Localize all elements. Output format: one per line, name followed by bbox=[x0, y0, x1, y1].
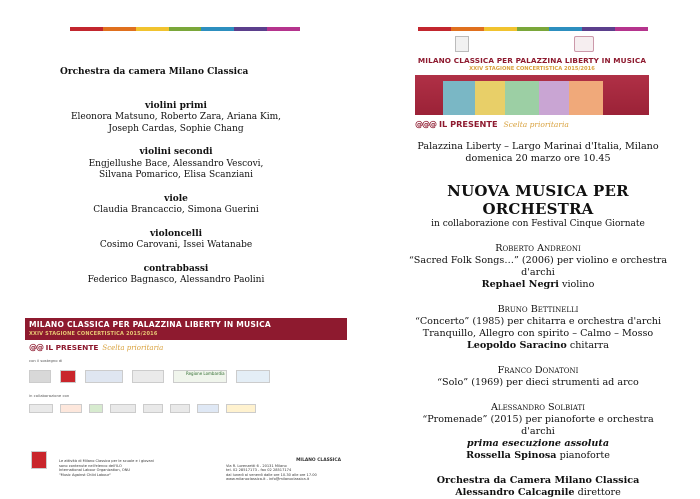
stripe-segment bbox=[201, 27, 234, 31]
collab-label: in collaborazione con bbox=[29, 393, 70, 398]
venue: Palazzina Liberty – Largo Marinai d'Italia, Milano bbox=[417, 141, 659, 152]
premiere-note: prima esecuzione assoluta bbox=[466, 438, 610, 449]
address-line: dal lunedì al venerdì dalle ore 10.30 alle ore 17.00 bbox=[226, 472, 317, 477]
flyer-footnote bbox=[59, 459, 174, 477]
section-viole bbox=[60, 194, 292, 217]
section-names: Eleonora Matsuno, Roberto Zara, Ariana Kim, bbox=[70, 112, 282, 122]
conductor-line bbox=[408, 487, 668, 499]
ensemble: Orchestra da Camera Milano Classica bbox=[436, 475, 640, 486]
sponsor-logo bbox=[132, 370, 164, 383]
work-line: “Promenade” (2015) per pianoforte e orchestra d'archi bbox=[422, 414, 654, 437]
section-role: contrabbassi bbox=[143, 263, 209, 274]
presente-banner bbox=[415, 119, 649, 129]
instrument: pianoforte bbox=[559, 450, 610, 461]
performer: Rossella Spinosa bbox=[466, 450, 557, 461]
section-names: Claudia Brancaccio, Simona Guerini bbox=[93, 205, 259, 215]
sponsor-logos-row-1 bbox=[29, 370, 270, 383]
address-line: Via R. Lorenzetti 6 - 20131 Milano bbox=[226, 463, 287, 468]
sponsor-logo bbox=[29, 370, 51, 383]
stripe-segment bbox=[70, 27, 103, 31]
work-line: “Sacred Folk Songs…” (2006) per violino e orchestra d'archi bbox=[408, 255, 668, 278]
partner-logo bbox=[143, 404, 163, 413]
composer: Bruno Bettinelli bbox=[497, 304, 579, 315]
work-donatoni bbox=[408, 365, 668, 389]
section-names: Cosimo Carovani, Issei Watanabe bbox=[99, 240, 253, 250]
work-solbiati bbox=[408, 402, 668, 462]
section-violini-secondi bbox=[60, 147, 292, 182]
spiral-icon: @@ bbox=[29, 343, 43, 352]
work-andreoni bbox=[408, 243, 668, 291]
region-name: Regione Lombardia bbox=[186, 371, 225, 376]
stripe-segment bbox=[136, 27, 169, 31]
partner-logo bbox=[197, 404, 219, 413]
section-names: Silvana Pomarico, Elisa Scanziani bbox=[99, 170, 253, 180]
work-line: Tranquillo, Allegro con spirito – Calmo – Mosso bbox=[422, 328, 654, 339]
header-title: MILANO CLASSICA PER PALAZZINA LIBERTY IN MUSICA bbox=[417, 56, 647, 65]
stripe-segment bbox=[234, 27, 267, 31]
orchestra-roster bbox=[60, 67, 292, 299]
top-color-stripe bbox=[70, 27, 300, 31]
section-role: violoncelli bbox=[149, 228, 203, 239]
left-page bbox=[0, 0, 350, 495]
orchestra-name: Orchestra da camera Milano Classica bbox=[60, 67, 249, 77]
stripe-segment bbox=[103, 27, 136, 31]
presente-subtitle: Scelta prioritaria bbox=[102, 344, 164, 352]
work-line: “Solo” (1969) per dieci strumenti ad arco bbox=[437, 377, 639, 388]
performer: Leopoldo Saracino bbox=[467, 340, 567, 351]
section-role: violini secondi bbox=[139, 147, 213, 157]
partner-logos-row bbox=[29, 404, 256, 413]
footnote-line: International Labour Organization, ONU bbox=[59, 468, 131, 473]
section-violoncelli bbox=[60, 229, 292, 252]
palazzina-photo bbox=[415, 75, 649, 115]
partner-logo bbox=[110, 404, 136, 413]
performer-line bbox=[408, 450, 668, 462]
address-line: tel. 02 28517173 - fax 02 28517174 bbox=[226, 468, 292, 473]
work-line: “Concerto” (1985) per chitarra e orchestra d'archi bbox=[414, 316, 662, 327]
composer: Franco Donatoni bbox=[497, 365, 579, 376]
performer: Rephael Negri bbox=[481, 279, 559, 290]
stripe-segment bbox=[169, 27, 202, 31]
work-bettinelli bbox=[408, 304, 668, 352]
flyer-banner bbox=[25, 318, 347, 340]
section-role: violini primi bbox=[145, 100, 207, 111]
presente-subtitle: Scelta prioritaria bbox=[503, 119, 569, 129]
flyer-season: XXIV STAGIONE CONCERTISTICA 2015/2016 bbox=[29, 331, 158, 337]
header-season: XXIV STAGIONE CONCERTISTICA 2015/2016 bbox=[469, 66, 595, 72]
conductor-role: direttore bbox=[577, 487, 621, 498]
section-violini-primi bbox=[60, 101, 292, 136]
section-names: Engjellushe Bace, Alessandro Vescovi, bbox=[88, 158, 264, 169]
facade-panel bbox=[443, 81, 475, 115]
program-header bbox=[415, 30, 649, 129]
flyer-presente bbox=[29, 343, 163, 352]
program-text bbox=[408, 141, 668, 499]
date: domenica 20 marzo ore 10.45 bbox=[465, 153, 611, 164]
footnote-line: "Music Against Child Labour" bbox=[59, 472, 111, 477]
instrument: violino bbox=[562, 279, 595, 290]
flyer-address bbox=[226, 459, 341, 482]
address-line: www.milanoclassica.it - info@milanoclassica.it bbox=[226, 477, 310, 482]
partner-logo bbox=[60, 404, 82, 413]
section-role: viole bbox=[164, 193, 188, 204]
performer-line bbox=[408, 340, 668, 352]
season-flyer bbox=[25, 318, 347, 483]
section-contrabbassi bbox=[60, 264, 292, 287]
org-name: MILANO CLASSICA bbox=[296, 458, 341, 463]
composer: Alessandro Solbiati bbox=[491, 402, 585, 413]
footnote-line: sono contenute nell'elenco dell'ILO bbox=[59, 463, 122, 468]
footnote-line: Le attività di Milano Classica per le scuole e i giovani bbox=[59, 459, 155, 463]
partner-logo bbox=[89, 404, 103, 413]
spiral-icon: @@@ bbox=[415, 119, 436, 129]
flyer-banner-title: MILANO CLASSICA PER PALAZZINA LIBERTY IN MUSICA bbox=[29, 320, 271, 329]
sponsor-logo bbox=[236, 370, 270, 383]
composer: Roberto Andreoni bbox=[495, 243, 581, 254]
sponsor-logo bbox=[85, 370, 123, 383]
presente-label: IL PRESENTE bbox=[439, 119, 498, 129]
comune-milano-logo bbox=[455, 36, 469, 52]
region-logo bbox=[173, 370, 227, 383]
header-logos bbox=[415, 30, 649, 56]
conductor: Alessandro Calcagnile bbox=[455, 487, 575, 498]
ilo-logo bbox=[31, 451, 47, 469]
partner-logo bbox=[29, 404, 53, 413]
ensemble-credits bbox=[408, 475, 668, 499]
facade-panel bbox=[539, 81, 569, 115]
support-label: con il sostegno di bbox=[29, 358, 63, 363]
instrument: chitarra bbox=[569, 340, 609, 351]
collaboration: in collaborazione con Festival Cinque Giornate bbox=[431, 219, 645, 229]
section-names: Joseph Cardas, Sophie Chang bbox=[108, 123, 244, 134]
performer-line bbox=[408, 279, 668, 291]
facade-panel bbox=[569, 81, 603, 115]
partner-logo bbox=[226, 404, 256, 413]
concert-title: NUOVA MUSICA PER ORCHESTRA bbox=[447, 182, 629, 218]
sponsor-logo bbox=[60, 370, 76, 383]
facade-panel bbox=[475, 81, 505, 115]
presente-label: IL PRESENTE bbox=[45, 343, 99, 352]
section-names: Federico Bagnasco, Alessandro Paolini bbox=[87, 275, 265, 285]
facade-panel bbox=[505, 81, 539, 115]
milano-classica-logo bbox=[574, 36, 594, 52]
partner-logo bbox=[170, 404, 190, 413]
stripe-segment bbox=[267, 27, 300, 31]
